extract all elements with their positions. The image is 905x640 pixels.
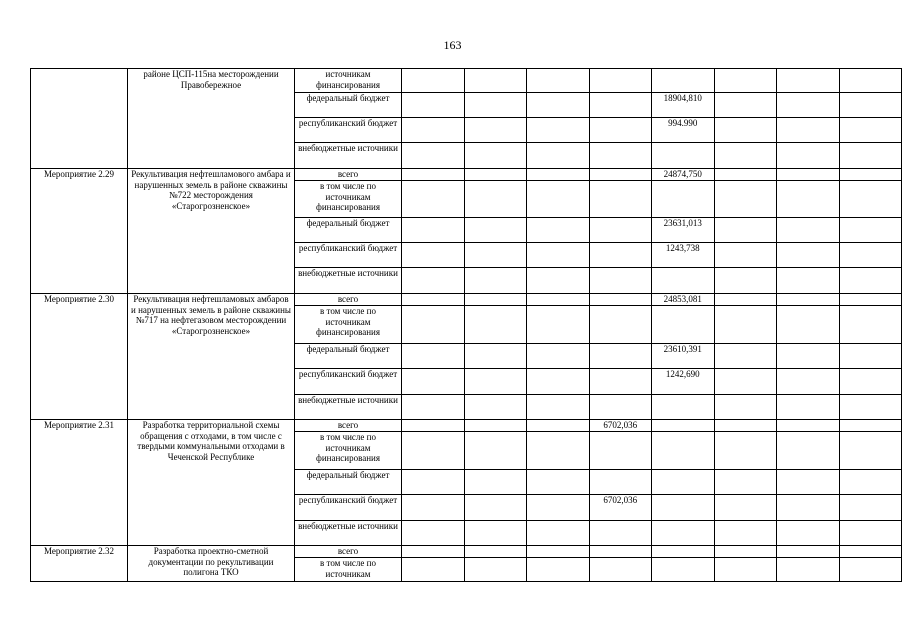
value-cell bbox=[527, 344, 590, 369]
value-cell bbox=[652, 470, 715, 495]
value-cell bbox=[777, 143, 840, 169]
value-cell bbox=[464, 93, 527, 118]
value-cell: 6702,036 bbox=[589, 495, 652, 521]
value-cell bbox=[714, 432, 777, 470]
value-cell bbox=[464, 546, 527, 558]
table-row bbox=[31, 420, 902, 432]
value-cell bbox=[464, 169, 527, 181]
value-cell bbox=[839, 218, 902, 243]
value-cell bbox=[652, 268, 715, 294]
value-cell bbox=[527, 521, 590, 546]
value-cell bbox=[714, 306, 777, 344]
value-cell bbox=[714, 395, 777, 420]
value-cell bbox=[777, 243, 840, 268]
funding-source-cell: в том числе по источникам финансирования bbox=[295, 306, 402, 344]
value-cell bbox=[527, 218, 590, 243]
value-cell bbox=[464, 306, 527, 344]
value-cell bbox=[402, 558, 465, 582]
funding-source-cell: в том числе по источникам bbox=[295, 558, 402, 582]
value-cell bbox=[839, 268, 902, 294]
value-cell bbox=[527, 432, 590, 470]
value-cell bbox=[714, 69, 777, 93]
value-cell bbox=[464, 218, 527, 243]
value-cell bbox=[464, 420, 527, 432]
value-cell bbox=[777, 395, 840, 420]
value-cell bbox=[527, 369, 590, 395]
value-cell bbox=[589, 243, 652, 268]
value-cell: 23610,391 bbox=[652, 344, 715, 369]
value-cell bbox=[714, 218, 777, 243]
value-cell bbox=[777, 420, 840, 432]
funding-source-cell: федеральный бюджет bbox=[295, 93, 402, 118]
funding-source-cell: внебюджетные источники bbox=[295, 521, 402, 546]
value-cell bbox=[527, 268, 590, 294]
value-cell bbox=[777, 69, 840, 93]
value-cell bbox=[777, 169, 840, 181]
value-cell bbox=[527, 118, 590, 143]
value-cell bbox=[527, 470, 590, 495]
value-cell: 1243,738 bbox=[652, 243, 715, 268]
funding-source-cell: в том числе по источникам финансирования bbox=[295, 181, 402, 218]
value-cell bbox=[777, 495, 840, 521]
value-cell bbox=[402, 93, 465, 118]
value-cell bbox=[589, 143, 652, 169]
value-cell bbox=[777, 558, 840, 582]
value-cell bbox=[402, 218, 465, 243]
value-cell bbox=[589, 69, 652, 93]
value-cell bbox=[714, 495, 777, 521]
value-cell bbox=[777, 181, 840, 218]
value-cell bbox=[839, 395, 902, 420]
value-cell bbox=[464, 432, 527, 470]
value-cell bbox=[402, 432, 465, 470]
value-cell: 24874,750 bbox=[652, 169, 715, 181]
value-cell bbox=[527, 181, 590, 218]
value-cell bbox=[839, 118, 902, 143]
value-cell bbox=[714, 470, 777, 495]
value-cell bbox=[402, 169, 465, 181]
funding-source-cell: республиканский бюджет bbox=[295, 369, 402, 395]
measure-description: Рекультивация нефтешламовых амбаров и нарушенных земель в районе скважины №717 на нефтегазовом месторождении «Старогрозненское» bbox=[128, 294, 295, 420]
value-cell bbox=[464, 369, 527, 395]
funding-source-cell: республиканский бюджет bbox=[295, 118, 402, 143]
value-cell bbox=[464, 470, 527, 495]
value-cell bbox=[839, 306, 902, 344]
value-cell bbox=[402, 369, 465, 395]
value-cell bbox=[652, 395, 715, 420]
funding-source-cell: федеральный бюджет bbox=[295, 470, 402, 495]
value-cell bbox=[839, 558, 902, 582]
value-cell bbox=[464, 118, 527, 143]
value-cell bbox=[402, 420, 465, 432]
value-cell bbox=[839, 69, 902, 93]
value-cell bbox=[402, 294, 465, 306]
value-cell bbox=[714, 420, 777, 432]
value-cell bbox=[402, 521, 465, 546]
value-cell bbox=[777, 470, 840, 495]
value-cell bbox=[464, 69, 527, 93]
value-cell bbox=[777, 218, 840, 243]
value-cell bbox=[589, 169, 652, 181]
value-cell bbox=[714, 268, 777, 294]
value-cell bbox=[589, 369, 652, 395]
value-cell bbox=[464, 181, 527, 218]
measure-cell: Мероприятие 2.29 bbox=[31, 169, 128, 294]
value-cell bbox=[402, 495, 465, 521]
funding-source-cell: внебюджетные источники bbox=[295, 395, 402, 420]
value-cell bbox=[589, 218, 652, 243]
table-row bbox=[31, 294, 902, 306]
value-cell bbox=[839, 521, 902, 546]
funding-source-cell: всего bbox=[295, 169, 402, 181]
value-cell bbox=[839, 243, 902, 268]
value-cell bbox=[714, 243, 777, 268]
value-cell bbox=[589, 268, 652, 294]
value-cell bbox=[589, 546, 652, 558]
value-cell bbox=[589, 521, 652, 546]
value-cell bbox=[402, 69, 465, 93]
value-cell bbox=[589, 294, 652, 306]
value-cell bbox=[527, 420, 590, 432]
measure-description: Рекультивация нефтешламового амбара и нарушенных земель в районе скважины №722 месторождения «Старогрозненское» bbox=[128, 169, 295, 294]
value-cell bbox=[652, 306, 715, 344]
value-cell bbox=[402, 181, 465, 218]
funding-source-cell: внебюджетные источники bbox=[295, 143, 402, 169]
value-cell: 23631,013 bbox=[652, 218, 715, 243]
value-cell bbox=[464, 558, 527, 582]
funding-source-cell: в том числе по источникам финансирования bbox=[295, 432, 402, 470]
value-cell bbox=[527, 395, 590, 420]
value-cell bbox=[402, 306, 465, 344]
value-cell bbox=[527, 69, 590, 93]
value-cell bbox=[777, 93, 840, 118]
value-cell bbox=[652, 495, 715, 521]
value-cell bbox=[464, 268, 527, 294]
value-cell bbox=[589, 344, 652, 369]
table-row bbox=[31, 169, 902, 181]
funding-source-cell: внебюджетные источники bbox=[295, 268, 402, 294]
value-cell bbox=[589, 306, 652, 344]
funding-source-cell: республиканский бюджет bbox=[295, 243, 402, 268]
value-cell bbox=[839, 143, 902, 169]
value-cell: 1242,690 bbox=[652, 369, 715, 395]
value-cell bbox=[527, 143, 590, 169]
value-cell bbox=[402, 470, 465, 495]
value-cell bbox=[589, 470, 652, 495]
value-cell bbox=[839, 546, 902, 558]
value-cell bbox=[589, 118, 652, 143]
value-cell bbox=[527, 306, 590, 344]
value-cell bbox=[714, 546, 777, 558]
value-cell bbox=[839, 432, 902, 470]
value-cell bbox=[714, 118, 777, 143]
value-cell bbox=[527, 546, 590, 558]
value-cell bbox=[714, 93, 777, 118]
value-cell: 18904,810 bbox=[652, 93, 715, 118]
value-cell bbox=[714, 294, 777, 306]
value-cell bbox=[464, 495, 527, 521]
value-cell bbox=[777, 521, 840, 546]
value-cell: 6702,036 bbox=[589, 420, 652, 432]
value-cell bbox=[464, 344, 527, 369]
funding-source-cell: всего bbox=[295, 294, 402, 306]
value-cell bbox=[589, 432, 652, 470]
measure-description: районе ЦСП-115на месторождении Правобережное bbox=[128, 69, 295, 169]
value-cell bbox=[527, 243, 590, 268]
value-cell bbox=[402, 243, 465, 268]
measure-cell: Мероприятие 2.32 bbox=[31, 546, 128, 582]
value-cell bbox=[527, 169, 590, 181]
value-cell bbox=[839, 420, 902, 432]
funding-source-cell: источникам финансирования bbox=[295, 69, 402, 93]
measure-description: Разработка территориальной схемы обращения с отходами, в том числе с твердыми коммунальными отходами в Чеченской Республике bbox=[128, 420, 295, 546]
value-cell bbox=[402, 546, 465, 558]
table-row bbox=[31, 546, 902, 558]
value-cell bbox=[777, 306, 840, 344]
value-cell bbox=[652, 432, 715, 470]
value-cell bbox=[527, 294, 590, 306]
value-cell bbox=[402, 143, 465, 169]
value-cell: 994.990 bbox=[652, 118, 715, 143]
value-cell bbox=[652, 521, 715, 546]
value-cell bbox=[777, 344, 840, 369]
value-cell bbox=[652, 69, 715, 93]
value-cell bbox=[777, 294, 840, 306]
value-cell bbox=[839, 169, 902, 181]
value-cell bbox=[839, 470, 902, 495]
value-cell bbox=[839, 181, 902, 218]
value-cell bbox=[589, 181, 652, 218]
value-cell bbox=[777, 118, 840, 143]
value-cell bbox=[464, 143, 527, 169]
value-cell bbox=[464, 395, 527, 420]
value-cell bbox=[589, 395, 652, 420]
value-cell bbox=[839, 369, 902, 395]
budget-table bbox=[30, 68, 902, 582]
funding-source-cell: всего bbox=[295, 546, 402, 558]
value-cell bbox=[839, 294, 902, 306]
value-cell bbox=[652, 558, 715, 582]
value-cell bbox=[777, 432, 840, 470]
funding-source-cell: всего bbox=[295, 420, 402, 432]
value-cell bbox=[839, 344, 902, 369]
value-cell bbox=[839, 93, 902, 118]
value-cell bbox=[402, 268, 465, 294]
table-row bbox=[31, 69, 902, 93]
value-cell bbox=[527, 93, 590, 118]
value-cell bbox=[714, 558, 777, 582]
measure-cell bbox=[31, 69, 128, 169]
value-cell bbox=[589, 558, 652, 582]
funding-source-cell: республиканский бюджет bbox=[295, 495, 402, 521]
measure-cell: Мероприятие 2.30 bbox=[31, 294, 128, 420]
funding-source-cell: федеральный бюджет bbox=[295, 344, 402, 369]
value-cell bbox=[777, 369, 840, 395]
value-cell bbox=[777, 268, 840, 294]
page-number: 163 bbox=[443, 38, 462, 52]
value-cell bbox=[527, 558, 590, 582]
value-cell bbox=[652, 420, 715, 432]
value-cell bbox=[402, 118, 465, 143]
value-cell bbox=[464, 243, 527, 268]
value-cell: 24853,081 bbox=[652, 294, 715, 306]
value-cell bbox=[714, 521, 777, 546]
value-cell bbox=[402, 344, 465, 369]
value-cell bbox=[777, 546, 840, 558]
value-cell bbox=[652, 143, 715, 169]
value-cell bbox=[464, 521, 527, 546]
value-cell bbox=[714, 181, 777, 218]
funding-source-cell: федеральный бюджет bbox=[295, 218, 402, 243]
measure-cell: Мероприятие 2.31 bbox=[31, 420, 128, 546]
value-cell bbox=[589, 93, 652, 118]
value-cell bbox=[714, 143, 777, 169]
measure-description: Разработка проектно-сметной документации по рекультивации полигона ТКО bbox=[128, 546, 295, 582]
value-cell bbox=[402, 395, 465, 420]
value-cell bbox=[652, 181, 715, 218]
value-cell bbox=[714, 369, 777, 395]
value-cell bbox=[839, 495, 902, 521]
value-cell bbox=[714, 169, 777, 181]
value-cell bbox=[652, 546, 715, 558]
value-cell bbox=[714, 344, 777, 369]
value-cell bbox=[527, 495, 590, 521]
value-cell bbox=[464, 294, 527, 306]
